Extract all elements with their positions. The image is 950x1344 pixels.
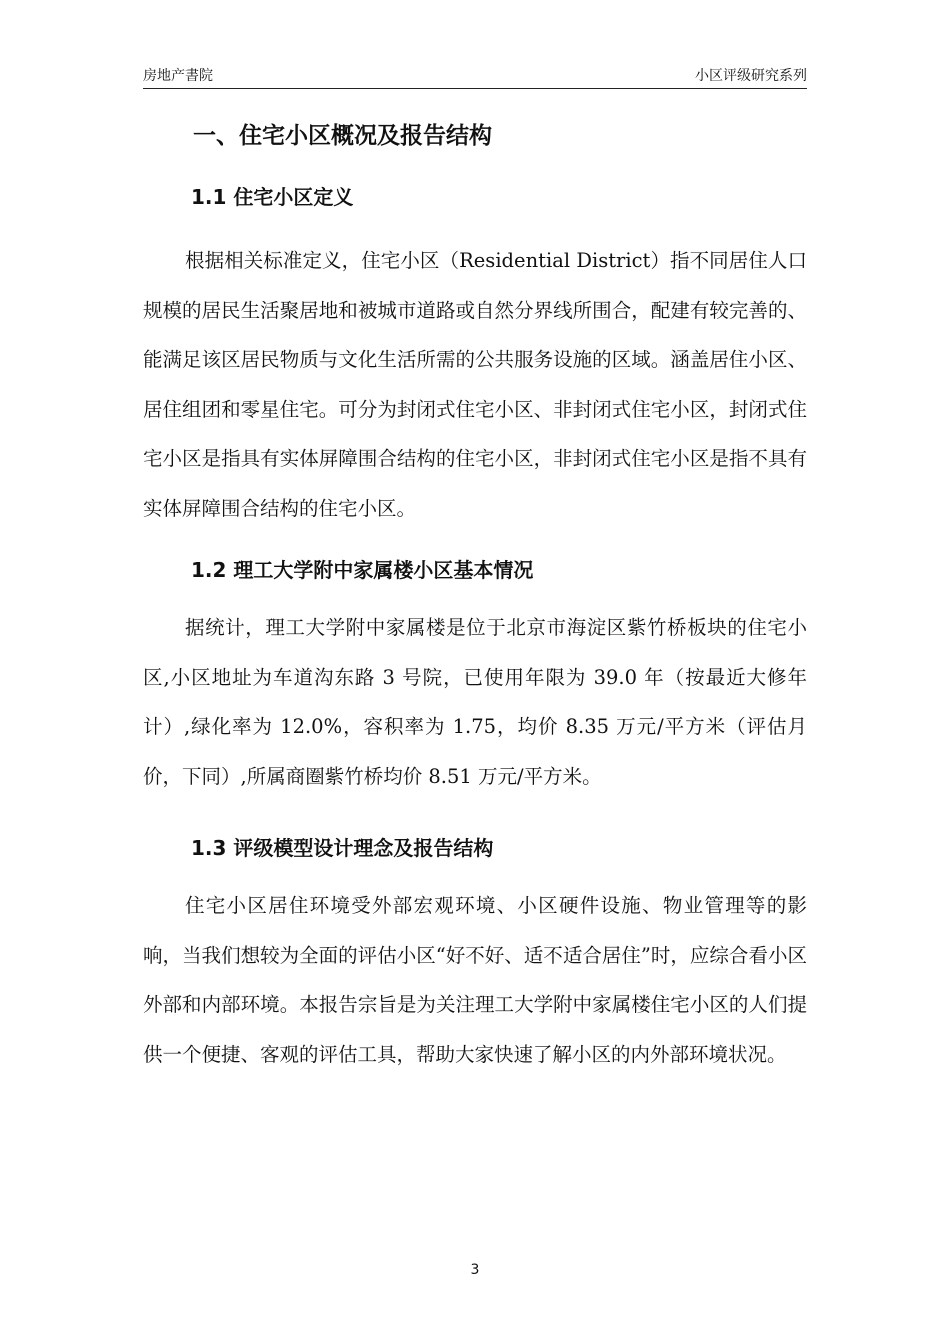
section-1-3 [143,823,807,1079]
page-number: 3 [470,1262,480,1278]
section-1-2 [143,545,807,801]
page-content [143,112,807,1079]
section-paragraph: 住宅小区居住环境受外部宏观环境、小区硬件设施、物业管理等的影响，当我们想较为全面的评估小区“好不好、适不适合居住”时，应综合看小区外部和内部环境。本报告宗旨是为关注理工大学附中家属楼住宅小区的人们提供一个便捷、客观的评估工具，帮助大家快速了解小区的内外部环境状况。 [143,894,807,1066]
section-title: 1.3 评级模型设计理念及报告结构 [191,836,494,860]
chapter-title: 一、住宅小区概况及报告结构 [193,123,492,149]
section-paragraph: 据统计，理工大学附中家属楼是位于北京市海淀区紫竹桥板块的住宅小区,小区地址为车道沟东路 3 号院，已使用年限为 39.0 年（按最近大修年计）,绿化率为 12.0%，容积率为 1.75，均价 8.35 万元/平方米（评估月价，下同）,所属商圈紫竹桥均价 8.51 万元/平方米。 [143,616,807,788]
page-header [143,62,807,89]
header-publisher: 房地产書院 [143,68,213,84]
section-paragraph: 根据相关标准定义，住宅小区（Residential District）指不同居住人口规模的居民生活聚居地和被城市道路或自然分界线所围合，配建有较完善的、能满足该区居民物质与文化生活所需的公共服务设施的区域。涵盖居住小区、居住组团和零星住宅。可分为封闭式住宅小区、非封闭式住宅小区，封闭式住宅小区是指具有实体屏障围合结构的住宅小区，非封闭式住宅小区是指不具有实体屏障围合结构的住宅小区。 [143,249,807,520]
header-series: 小区评级研究系列 [695,68,807,84]
section-1-1 [143,172,807,533]
section-title: 1.1 住宅小区定义 [191,185,354,209]
section-title: 1.2 理工大学附中家属楼小区基本情况 [191,558,534,582]
